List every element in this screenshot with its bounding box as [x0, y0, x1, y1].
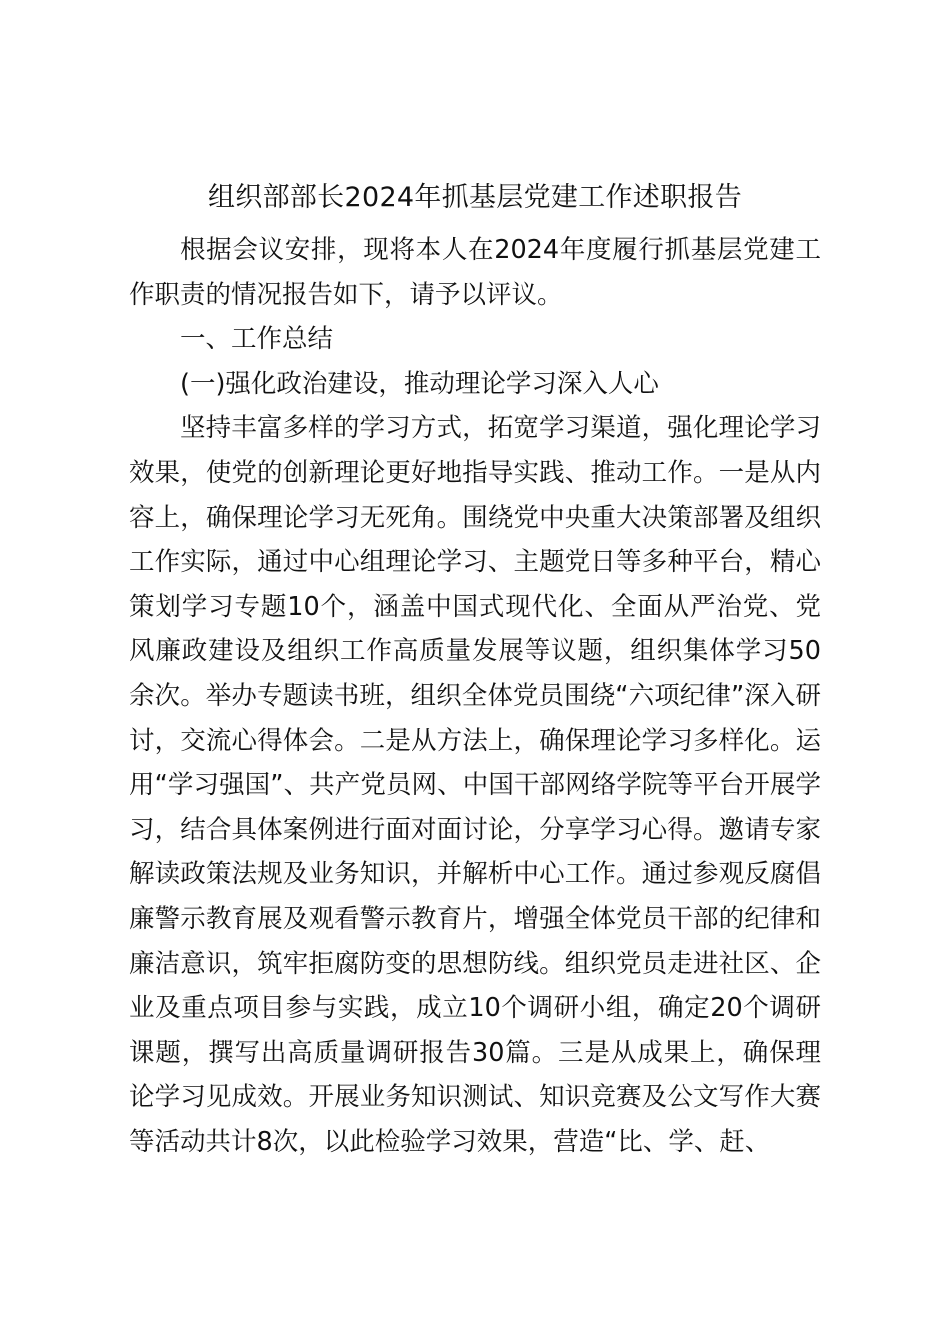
document-body [129, 228, 821, 1164]
body-paragraph: 坚持丰富多样的学习方式，拓宽学习渠道，强化理论学习效果，使党的创新理论更好地指导实践、推动工作。一是从内容上，确保理论学习无死角。围绕党中央重大决策部署及组织工作实际，通过中心组理论学习、主题党日等多种平台，精心策划学习专题10个，涵盖中国式现代化、全面从严治党、党风廉政建设及组织工作高质量发展等议题，组织集体学习50余次。举办专题读书班，组织全体党员围绕“六项纪律”深入研讨，交流心得体会。二是从方法上，确保理论学习多样化。运用“学习强国”、共产党员网、中国干部网络学院等平台开展学习，结合具体案例进行面对面讨论，分享学习心得。邀请专家解读政策法规及业务知识，并解析中心工作。通过参观反腐倡廉警示教育展及观看警示教育片，增强全体党员干部的纪律和廉洁意识，筑牢拒腐防变的思想防线。组织党员走进社区、企业及重点项目参与实践，成立10个调研小组，确定20个调研课题，撰写出高质量调研报告30篇。三是从成果上，确保理论学习见成效。开展业务知识测试、知识竞赛及公文写作大赛等活动共计8次，以此检验学习效果，营造“比、学、赶、 [129, 413, 821, 1157]
document-title: 组织部部长2024年抓基层党建工作述职报告 [207, 182, 742, 213]
subsection-heading: (一)强化政治建设，推动理论学习深入人心 [180, 368, 659, 399]
intro-paragraph: 根据会议安排，现将本人在2024年度履行抓基层党建工作职责的情况报告如下，请予以评议。 [129, 235, 821, 310]
section-heading: 一、工作总结 [180, 324, 334, 355]
